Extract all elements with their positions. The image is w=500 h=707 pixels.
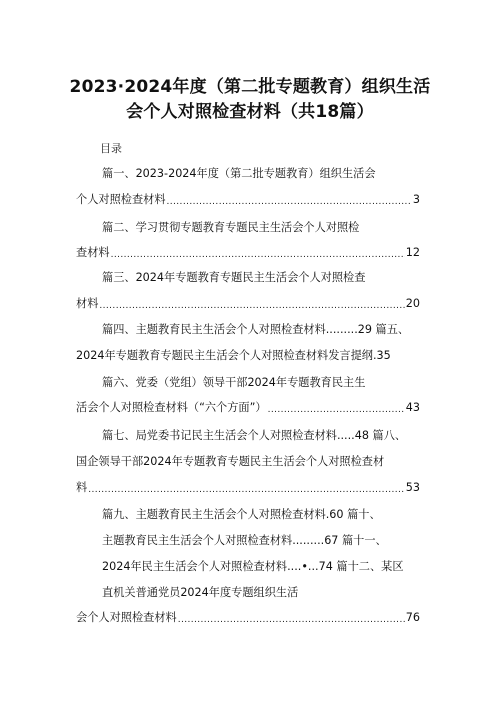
toc-entry-8-line-2[interactable] [76,480,420,496]
toc-entry-3-line-2[interactable] [76,296,420,312]
toc-entry-9-line[interactable]: 篇九、主题教育民主生活会个人对照检查材料.60 篇十、 [102,508,381,521]
document-title-line-1: 2023·2024年度（第二批专题教育）组织生活 [69,77,431,97]
toc-entry-8-page: 53 [405,481,420,494]
toc-entry-10-line[interactable]: 主题教育民主生活会个人对照检查材料.........67 篇十一、 [102,534,387,547]
toc-entry-1-text: 个人对照检查材料 [76,193,166,206]
toc-leader-dots [178,610,405,626]
toc-entry-1-line-1[interactable]: 篇一、2023-2024年度（第二批专题教育）组织生活会 [102,167,376,180]
toc-entry-2-line-1[interactable]: 篇二、学习贯彻专题教育专题民主生活会个人对照检 [102,221,360,234]
toc-entry-2-line-2[interactable] [76,245,420,261]
toc-entry-6-line-1[interactable]: 篇六、党委（党组）领导干部2024年专题教育民主生 [102,376,366,389]
toc-entry-6-line-2[interactable] [76,400,420,416]
toc-entry-6-page: 43 [405,401,420,414]
toc-entry-4-line-1[interactable]: 篇四、主题教育民主生活会个人对照检查材料.........29 篇五、 [102,323,410,336]
toc-heading: 目录 [100,142,122,155]
toc-entry-7-line-1[interactable]: 篇七、局党委书记民主生活会个人对照检查材料.....48 篇八、 [102,429,407,442]
toc-entry-8-line-1[interactable]: 国企领导干部2024年专题教育专题民主生活会个人对照检查材 [76,455,385,468]
toc-entry-3-line-1[interactable]: 篇三、2024年专题教育专题民主生活会个人对照检查 [102,271,366,284]
toc-leader-dots [268,400,405,416]
toc-entry-12-line-2[interactable] [76,610,420,626]
toc-entry-8-text: 料 [76,481,88,494]
toc-leader-dots [99,296,404,312]
toc-entry-2-page: 12 [405,246,420,259]
toc-entry-12-page: 76 [405,611,420,624]
toc-leader-dots [167,192,412,208]
toc-entry-12-line-1[interactable]: 直机关普通党员2024年度专题组织生活 [102,586,299,599]
toc-entry-1-page: 3 [412,193,420,206]
toc-entry-1-line-2[interactable] [76,192,420,208]
toc-entry-2-text: 查材料 [76,246,110,259]
document-title-line-2: 会个人对照检查材料（共18篇） [126,102,374,122]
toc-entry-3-page: 20 [405,297,420,310]
toc-entry-11-line[interactable]: 2024年民主生活会个人对照检查材料....•...74 篇十二、某区 [102,560,404,573]
toc-entry-12-text: 会个人对照检查材料 [76,611,177,624]
toc-entry-6-text: 活会个人对照检查材料（“六个方面”） [76,401,267,414]
toc-leader-dots [111,245,405,261]
toc-leader-dots [88,480,405,496]
toc-entry-3-text: 材料 [76,297,99,310]
toc-entry-5-line[interactable]: 2024年专题教育专题民主生活会个人对照检查材料发言提纲.35 [76,349,391,362]
